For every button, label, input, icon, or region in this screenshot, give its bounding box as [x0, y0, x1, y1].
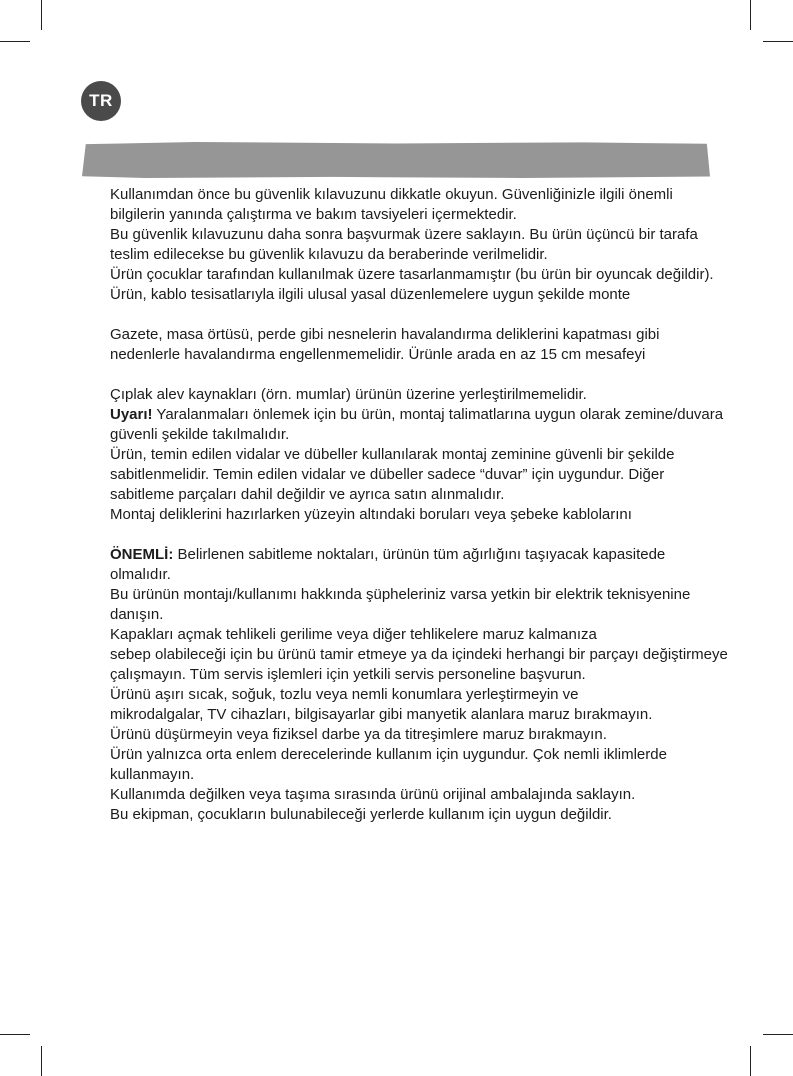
paragraph-mounting-holes: Montaj deliklerini hazırlarken yüzeyin altındaki boruları veya şebeke kablolarını — [110, 506, 632, 523]
paragraph-climate: Ürün yalnızca orta enlem derecelerinde kullanım için uygundur. Çok nemli iklimlerde kullanmayın. — [110, 746, 667, 783]
paragraph-consult-electrician: Bu ürünün montajı/kullanımı hakkında şüpheleriniz varsa yetkin bir elektrik teknisyenine danışın. — [110, 586, 691, 623]
paragraph-children: Bu ekipman, çocukların bulunabileceği yerlerde kullanım için uygun değildir. — [110, 806, 612, 823]
section-title-bar — [82, 142, 710, 178]
paragraph-open-flame: Çıplak alev kaynakları (örn. mumlar) ürünün üzerine yerleştirilmemelidir. — [110, 386, 587, 403]
paragraph-covers-line-1: Kapakları açmak tehlikeli gerilime veya diğer tehlikelere maruz kalmanıza — [110, 626, 597, 643]
warning-text: Yaralanmaları önlemek için bu ürün, montaj talimatlarına uygun olarak zemine/duvara güvenli şekilde takılmalıdır. — [110, 406, 724, 443]
crop-mark-bottom-left-h — [0, 1034, 30, 1035]
crop-mark-top-left-v — [41, 0, 42, 30]
paragraph-covers-line-2: sebep olabileceği için bu ürünü tamir etmeye ya da içindeki herhangi bir parçayı değiştirmeye çalışmayın. Tüm servis işlemleri için yetkili servis personeline başvurun. — [110, 646, 728, 683]
crop-mark-top-right-v — [750, 0, 751, 30]
paragraph-warning — [110, 405, 730, 445]
crop-mark-top-right-h — [763, 41, 793, 42]
paragraph-ventilation: Gazete, masa örtüsü, perde gibi nesnelerin havalandırma deliklerini kapatması gibi nedenlerle havalandırma engellenmemelidir. Ürünle arada en az 15 cm mesafeyi — [110, 326, 660, 363]
warning-label: Uyarı! — [110, 406, 153, 423]
paragraph-environment-line-1: Ürünü aşırı sıcak, soğuk, tozlu veya nemli konumlara yerleştirmeyin ve — [110, 686, 579, 703]
crop-mark-bottom-right-h — [763, 1034, 793, 1035]
paragraph-wiring-regulations: Ürün, kablo tesisatlarıyla ilgili ulusal yasal düzenlemelere uygun şekilde monte — [110, 286, 631, 303]
paragraph-gap — [110, 525, 730, 545]
paragraph-no-drop: Ürünü düşürmeyin veya fiziksel darbe ya da titreşimlere maruz bırakmayın. — [110, 726, 607, 743]
crop-mark-top-left-h — [0, 41, 30, 42]
important-label: ÖNEMLİ: — [110, 546, 174, 563]
paragraph-keep-manual: Bu güvenlik kılavuzunu daha sonra başvurmak üzere saklayın. Bu ürün üçüncü bir tarafa teslim edilecekse bu güvenlik kılavuzu da beraberinde verilmelidir. — [110, 226, 698, 263]
paragraph-storage: Kullanımda değilken veya taşıma sırasında ürünü orijinal ambalajında saklayın. — [110, 786, 636, 803]
paragraph-read-carefully: Kullanımdan önce bu güvenlik kılavuzunu dikkatle okuyun. Güvenliğinizle ilgili önemli bilgilerin yanında çalıştırma ve bakım tavsiyeleri içermektedir. — [110, 186, 673, 223]
paragraph-screws-dowels: Ürün, temin edilen vidalar ve dübeller kullanılarak montaj zeminine güvenli bir şekilde sabitlenmelidir. Temin edilen vidalar ve dübeller sadece “duvar” için uygundur. Diğer sabitleme parçaları dahil değildir ve ayrıca satın alınmalıdır. — [110, 446, 675, 503]
paragraph-environment-line-2: mikrodalgalar, TV cihazları, bilgisayarlar gibi manyetik alanlara maruz bırakmayın. — [110, 706, 653, 723]
language-badge: TR — [81, 81, 121, 121]
crop-mark-bottom-left-v — [41, 1046, 42, 1076]
crop-mark-bottom-right-v — [750, 1046, 751, 1076]
paragraph-important — [110, 545, 730, 585]
paragraph-gap — [110, 305, 730, 325]
paragraph-gap — [110, 365, 730, 385]
important-text: Belirlenen sabitleme noktaları, ürünün tüm ağırlığını taşıyacak kapasitede olmalıdır. — [110, 546, 666, 583]
paragraph-not-a-toy: Ürün çocuklar tarafından kullanılmak üzere tasarlanmamıştır (bu ürün bir oyuncak değildir). — [110, 266, 714, 283]
safety-text — [110, 185, 730, 825]
